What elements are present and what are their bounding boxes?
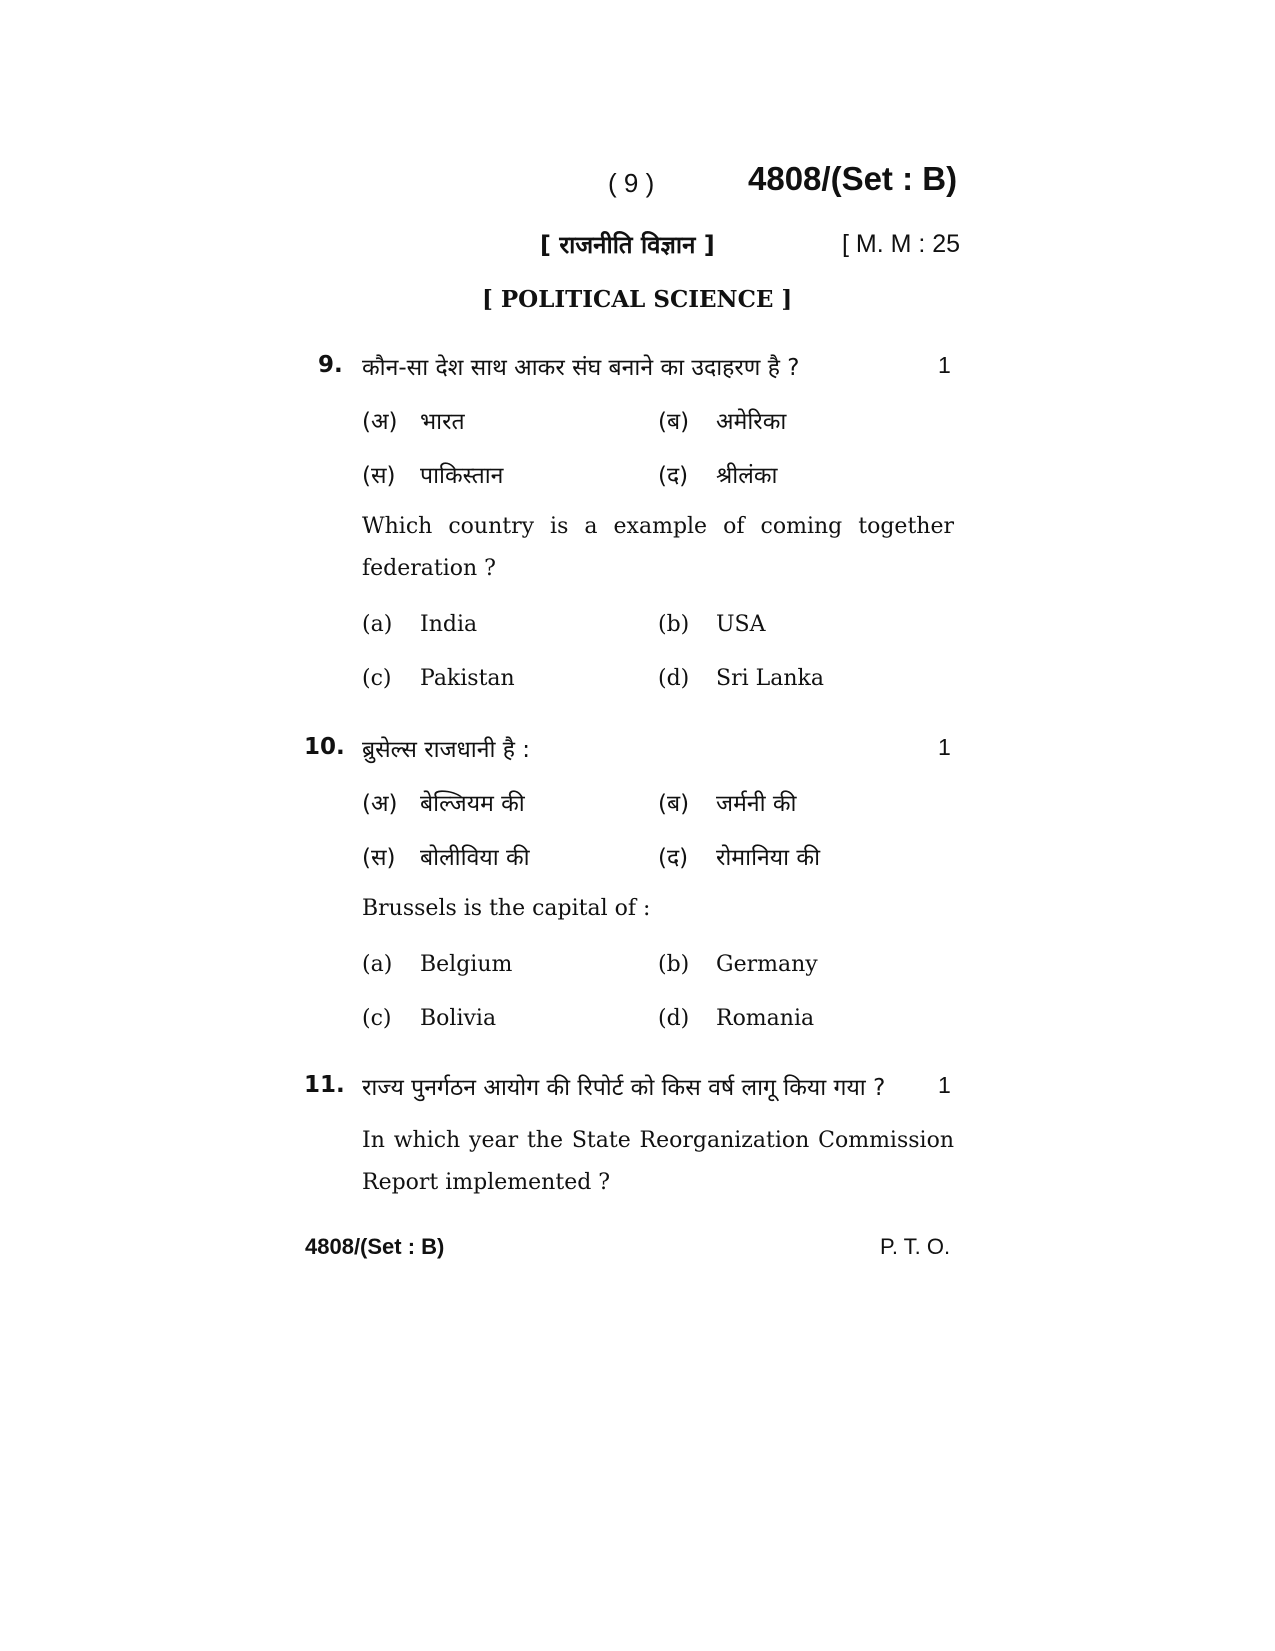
question-text-hindi: राज्य पुनर्गठन आयोग की रिपोर्ट को किस वर्ष लागू किया गया ? [362,1075,886,1101]
subject-title-english: [ POLITICAL SCIENCE ] [482,286,793,313]
footer-set-code: 4808/(Set : B) [305,1234,445,1259]
option-text: भारत [420,409,465,435]
option-label: (द) [658,463,689,489]
option-label: (d) [658,1006,690,1031]
option-label: (c) [362,1006,392,1031]
please-turn-over: P. T. O. [880,1234,951,1259]
option-label: (a) [362,952,393,977]
question-text-english-continued: federation ? [362,556,496,581]
subject-title-hindi: [ राजनीति विज्ञान ] [540,231,715,259]
question-text-hindi: ब्रुसेल्स राजधानी है : [362,737,531,763]
option-text: बेल्जियम की [420,791,525,817]
option-label: (द) [658,845,689,871]
set-code: 4808/(Set : B) [748,160,958,197]
option-label: (d) [658,666,690,691]
question-number: 11. [304,1072,345,1098]
option-text: Sri Lanka [716,666,824,691]
option-text: Belgium [420,952,513,977]
question-number: 9. [318,352,343,378]
option-label: (a) [362,612,393,637]
question-marks: 1 [938,734,951,760]
option-text: अमेरिका [716,409,787,435]
option-text: Pakistan [420,666,515,691]
option-text: Bolivia [420,1006,497,1031]
question-text-hindi: कौन-सा देश साथ आकर संघ बनाने का उदाहरण है ? [362,355,800,381]
option-text: बोलीविया की [420,845,530,871]
option-text: श्रीलंका [716,463,778,489]
question-number: 10. [304,734,345,760]
option-label: (ब) [658,791,690,817]
option-label: (ब) [658,409,690,435]
option-label: (अ) [362,409,398,435]
question-text-english: In which year the State Reorganization Commission [362,1128,954,1153]
question-text-english: Which country is a example of coming together [362,514,954,539]
option-label: (b) [658,952,690,977]
question-text-english: Brussels is the capital of : [362,896,651,921]
option-label: (स) [362,463,396,489]
question-marks: 1 [938,1072,951,1098]
max-marks: [ M. M : 25 [842,230,961,258]
option-label: (b) [658,612,690,637]
option-text: जर्मनी की [716,791,797,817]
option-text: पाकिस्तान [420,463,504,489]
page-number: ( 9 ) [608,168,655,198]
option-text: USA [716,612,766,637]
option-text: Romania [716,1006,815,1031]
option-text: India [420,612,478,637]
option-label: (अ) [362,791,398,817]
question-text-english-continued: Report implemented ? [362,1170,611,1195]
question-marks: 1 [938,352,951,378]
option-label: (c) [362,666,392,691]
option-text: रोमानिया की [716,845,821,871]
option-text: Germany [716,952,818,977]
option-label: (स) [362,845,396,871]
